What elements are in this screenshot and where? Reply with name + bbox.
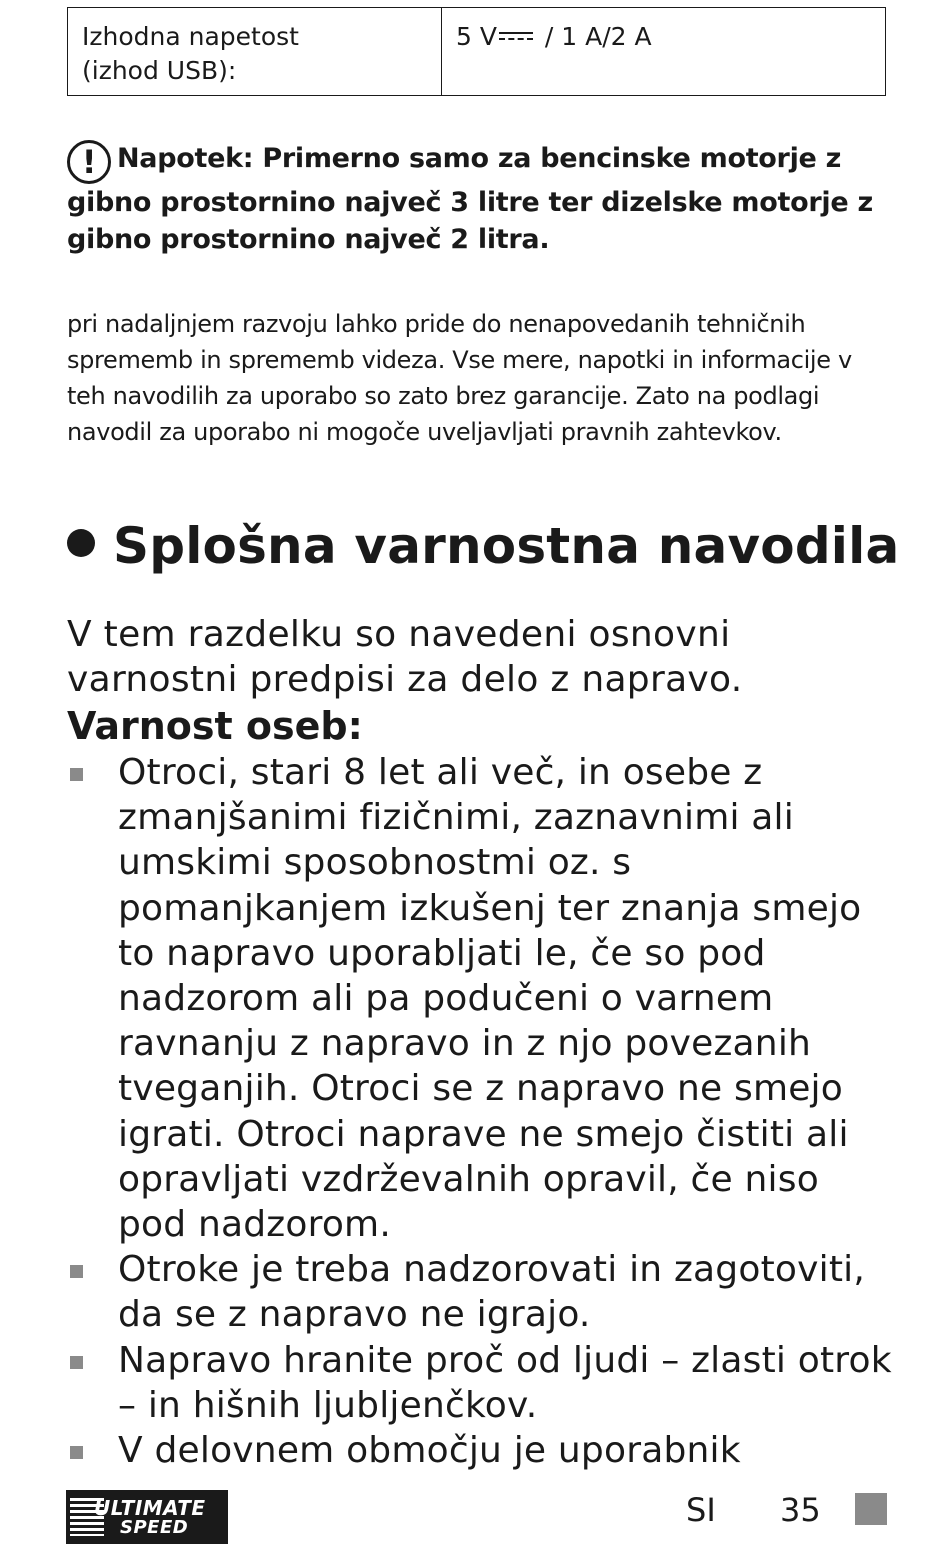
note-block <box>67 140 897 258</box>
direct-current-icon <box>499 26 533 46</box>
list-item-text: V delovnem območju je uporabnik <box>118 1430 741 1472</box>
language-code: SI <box>686 1491 716 1529</box>
square-bullet-icon <box>70 768 83 781</box>
spec-value-prefix: 5 V <box>456 22 497 51</box>
spec-table <box>67 7 886 96</box>
square-bullet-icon <box>70 1356 83 1369</box>
section-title-text: Splošna varnostna navodila <box>113 517 900 575</box>
list-item <box>67 1247 892 1337</box>
list-item-text: Napravo hranite proč od ljudi – zlasti otrok – in hišnih ljubljenčkov. <box>118 1339 892 1426</box>
list-item <box>67 1428 892 1473</box>
logo-text-line2: SPEED <box>120 1517 189 1538</box>
list-item <box>67 1338 892 1428</box>
spec-label-line1: Izhodna napetost <box>82 22 299 51</box>
safety-bullet-list <box>67 750 892 1473</box>
list-item-text: Otroke je treba nadzorovati in zagotoviti, da se z napravo ne igrajo. <box>118 1249 865 1336</box>
note-text: Napotek: Primerno samo za bencinske motorje z gibno prostornino največ 3 litre ter dizelske motorje z gibno prostornino največ 2 litra. <box>67 143 873 255</box>
spec-value-suffix: / 1 A/2 A <box>536 22 652 51</box>
page-marker-square-icon <box>855 1493 887 1525</box>
page-number: 35 <box>780 1491 821 1529</box>
spec-label-cell <box>68 8 442 95</box>
spec-label-line2: (izhod USB): <box>82 56 237 85</box>
ultimate-speed-logo <box>66 1490 228 1544</box>
section-intro: V tem razdelku so navedeni osnovni varnostni predpisi za delo z napravo. <box>67 614 743 700</box>
subheading-personal-safety: Varnost oseb: <box>67 704 363 748</box>
spec-value-cell <box>442 8 885 95</box>
square-bullet-icon <box>70 1265 83 1278</box>
exclamation-icon: ! <box>67 140 111 184</box>
section-heading <box>67 514 907 578</box>
logo-text-line1: ULTIMATE <box>94 1496 206 1520</box>
square-bullet-icon <box>70 1446 83 1459</box>
disclaimer-paragraph: pri nadaljnjem razvoju lahko pride do nenapovedanih tehničnih sprememb in sprememb videza. Vse mere, napotki in informacije v teh navodilih za uporabo so zato brez garancije. Zato na podlagi navodil za uporabo ni mogoče uveljavljati pravnih zahtevkov. <box>67 310 852 446</box>
list-item <box>67 750 892 1247</box>
heading-bullet-icon <box>67 529 95 557</box>
list-item-text: Otroci, stari 8 let ali več, in osebe z zmanjšanimi fizičnimi, zaznavnimi ali umskimi sposobnostmi oz. s pomanjkanjem izkušenj ter znanja smejo to napravo uporabljati le, če so pod nadzorom ali pa podučeni o varnem ravnanju z napravo in z njo povezanih tveganjih. Otroci se z napravo ne smejo igrati. Otroci naprave ne smejo čistiti ali opravljati vzdrževalnih opravil, če niso pod nadzorom. <box>118 752 862 1246</box>
